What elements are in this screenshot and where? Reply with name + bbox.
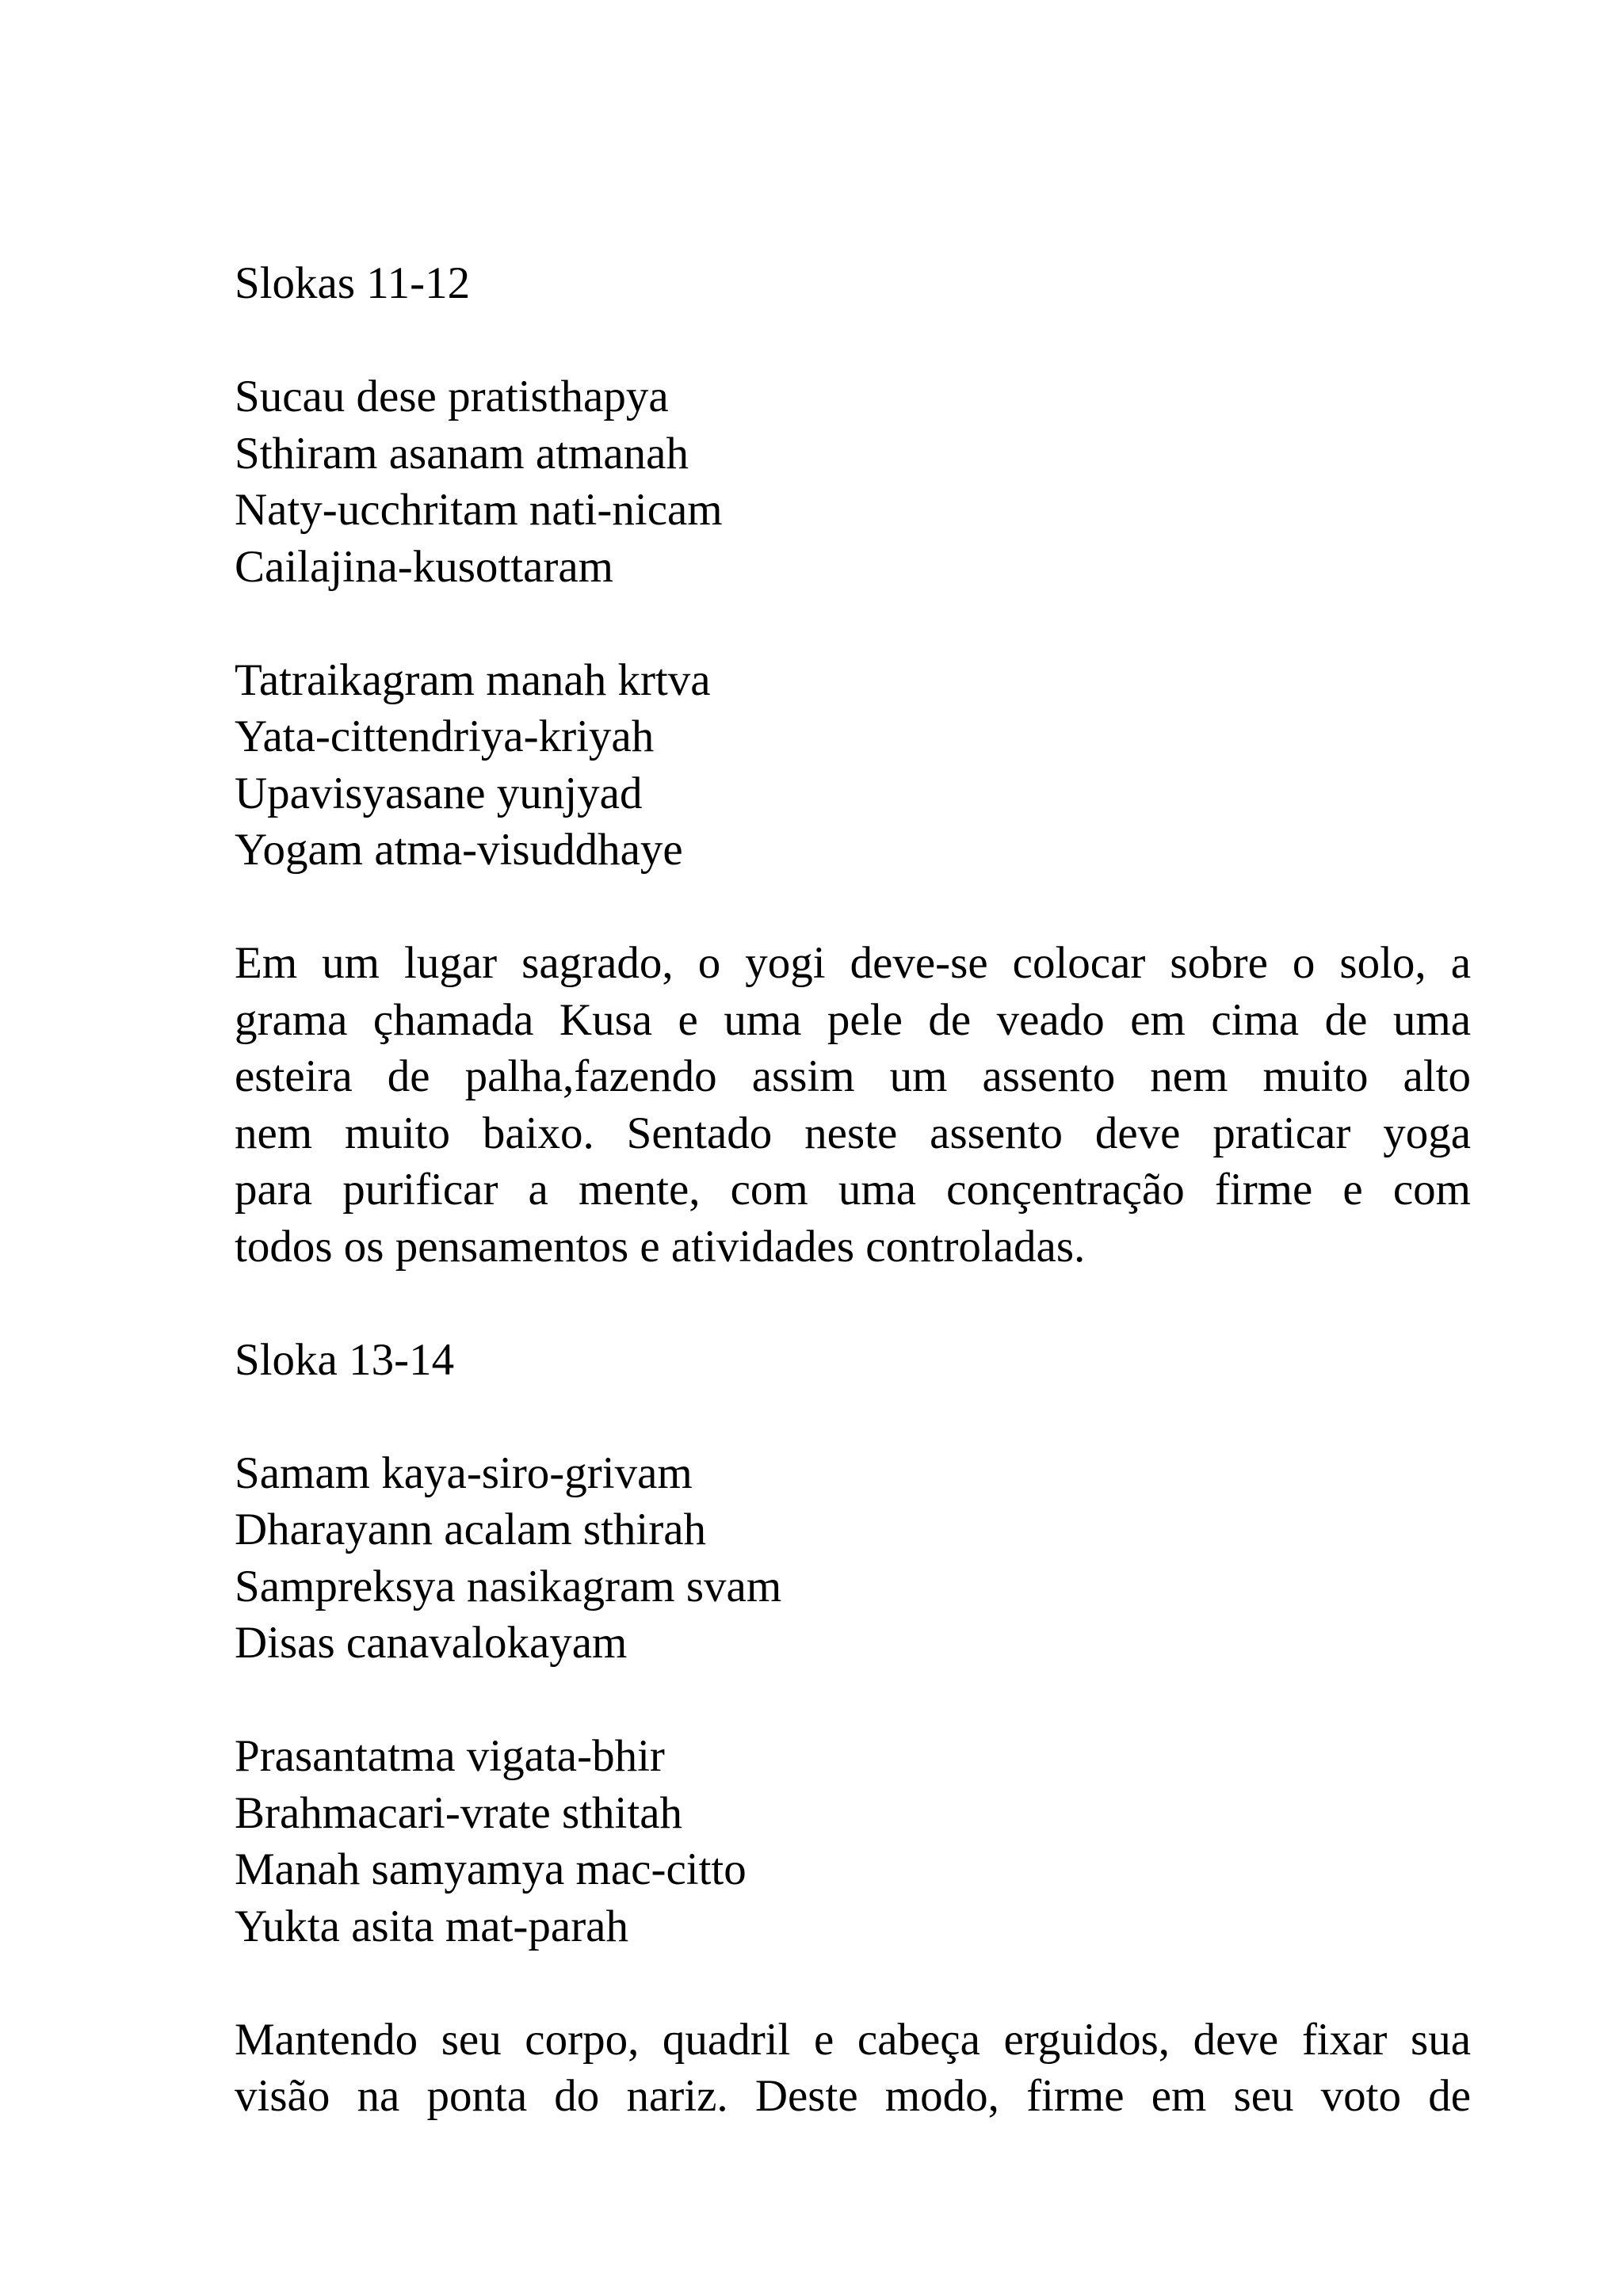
paragraph-line: esteira de palha,fazendo assim um assento nem muito alto xyxy=(235,1051,1471,1101)
verse-line: Cailajina-kusottaram xyxy=(235,541,614,592)
page-content xyxy=(235,255,1471,2125)
verse-block-2 xyxy=(235,652,1471,879)
verse-line: Upavisyasane yunjyad xyxy=(235,768,643,818)
verse-block-1 xyxy=(235,368,1471,595)
paragraph-line: todos os pensamentos e atividades controladas. xyxy=(235,1221,1086,1272)
verse-line: Sthiram asanam atmanah xyxy=(235,428,689,479)
verse-line: Samam kaya-siro-grivam xyxy=(235,1447,693,1498)
translation-paragraph-2 xyxy=(235,2012,1471,2125)
paragraph-line: Mantendo seu corpo, quadril e cabeça erguidos, deve fixar sua xyxy=(235,2014,1471,2065)
verse-block-3 xyxy=(235,1445,1471,1672)
verse-line: Disas canavalokayam xyxy=(235,1618,628,1668)
verse-line: Prasantatma vigata-bhir xyxy=(235,1731,665,1781)
verse-line: Dharayann acalam sthirah xyxy=(235,1505,707,1554)
paragraph-line: para purificar a mente, com uma conçentração firme e com xyxy=(235,1165,1471,1215)
paragraph-line: Em um lugar sagrado, o yogi deve-se colocar sobre o solo, a xyxy=(235,938,1471,988)
verse-line: Yogam atma-visuddhaye xyxy=(235,825,683,875)
translation-paragraph-1 xyxy=(235,935,1471,1275)
paragraph-line: nem muito baixo. Sentado neste assento deve praticar yoga xyxy=(235,1108,1471,1158)
section-heading-sloka-13-14: Sloka 13-14 xyxy=(235,1334,455,1385)
verse-line: Manah samyamya mac-citto xyxy=(235,1844,747,1894)
verse-line: Yukta asita mat-parah xyxy=(235,1901,628,1951)
paragraph-line: visão na ponta do nariz. Deste modo, firme em seu voto de xyxy=(235,2071,1471,2121)
verse-line: Tatraikagram manah krtva xyxy=(235,654,711,705)
verse-line: Yata-cittendriya-kriyah xyxy=(235,711,655,761)
verse-line: Sampreksya nasikagram svam xyxy=(235,1561,782,1611)
verse-line: Brahmacari-vrate sthitah xyxy=(235,1787,682,1838)
verse-line: Naty-ucchritam nati-nicam xyxy=(235,485,723,535)
paragraph-line: grama çhamada Kusa e uma pele de veado em cima de uma xyxy=(235,994,1471,1045)
section-heading-slokas-11-12: Slokas 11-12 xyxy=(235,258,471,308)
verse-line: Sucau dese pratisthapya xyxy=(235,372,669,421)
verse-block-4 xyxy=(235,1728,1471,1955)
